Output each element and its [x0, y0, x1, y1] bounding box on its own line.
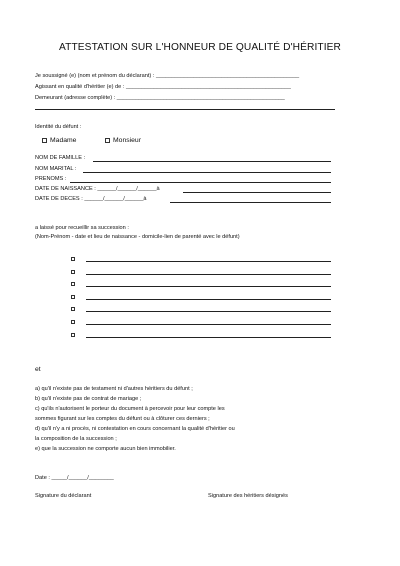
prenoms-field[interactable] — [70, 182, 331, 183]
option-madame-label: Madame — [50, 137, 77, 144]
defunt-heading: Identité du défunt : — [35, 124, 82, 130]
declarant-address-row — [35, 95, 285, 102]
declarant-address-label: Demeurant (adresse complète) : — [35, 95, 116, 101]
declaration-d: d) qu'il n'y a ni procès, ni contestation en cours concernant la qualité d'héritier ou — [35, 426, 235, 432]
date-row — [35, 475, 114, 482]
declaration-a: a) qu'il n'existe pas de testament ni d'autres héritiers du défunt ; — [35, 386, 193, 392]
address-continuation-line[interactable] — [35, 109, 335, 110]
heir-line[interactable] — [86, 274, 331, 275]
prenoms-label: PRENOMS : — [35, 176, 67, 182]
heir-line[interactable] — [86, 286, 331, 287]
declarant-quality-label: Agissant en qualité d'héritier (e) de : — [35, 84, 125, 90]
deces-row — [35, 196, 147, 203]
declaration-d-cont: la composition de la succession ; — [35, 436, 117, 442]
heir-checkbox[interactable] — [71, 270, 75, 274]
declarant-name-label: Je soussigné (e) (nom et prénom du déclarant) : — [35, 73, 155, 79]
heir-checkbox[interactable] — [71, 307, 75, 311]
heir-checkbox[interactable] — [71, 257, 75, 261]
declaration-e: e) que la succession ne comporte aucun bien immobilier. — [35, 446, 176, 452]
succession-line-2: (Nom-Prénom - date et lieu de naissance - domicile-lien de parenté avec le défunt) — [35, 234, 240, 240]
heir-checkbox[interactable] — [71, 295, 75, 299]
deces-lieu-field[interactable] — [170, 202, 331, 203]
monsieur-checkbox[interactable] — [105, 138, 110, 143]
declarant-quality-row — [35, 84, 291, 91]
deces-label: DATE DE DECES : — [35, 196, 83, 202]
date-field[interactable]: _____/______/________ — [51, 475, 114, 481]
declaration-c: c) qu'ils n'autorisent le porteur du document à percevoir pour leur compte les — [35, 406, 225, 412]
naissance-lieu-field[interactable] — [183, 192, 331, 193]
naissance-row — [35, 186, 160, 193]
heir-line[interactable] — [86, 261, 331, 262]
nom-famille-field[interactable] — [93, 161, 331, 162]
declarant-name-field[interactable]: ______________________________________________ — [155, 73, 300, 79]
signature-declarant-label: Signature du déclarant — [35, 493, 92, 499]
heir-line[interactable] — [86, 337, 331, 338]
option-madame[interactable] — [42, 137, 76, 144]
declaration-b: b) qu'il n'existe pas de contrat de mariage ; — [35, 396, 142, 402]
heir-checkbox[interactable] — [71, 333, 75, 337]
option-monsieur[interactable] — [105, 137, 141, 144]
naissance-label: DATE DE NAISSANCE : — [35, 186, 96, 192]
succession-line-1: a laissé pour recueillir sa succession : — [35, 225, 129, 231]
declarant-quality-field[interactable]: _____________________________________________________ — [125, 84, 291, 90]
heir-line[interactable] — [86, 324, 331, 325]
naissance-date-field[interactable]: ______/______/______à — [97, 186, 160, 192]
option-monsieur-label: Monsieur — [113, 137, 141, 144]
et-label: et — [35, 366, 41, 373]
declarant-address-field[interactable]: ______________________________________________________ — [116, 95, 285, 101]
declarant-name-row — [35, 73, 299, 80]
deces-date-field[interactable]: ______/______/______à — [84, 196, 147, 202]
nom-marital-field[interactable] — [83, 172, 331, 173]
date-label: Date : — [35, 475, 50, 481]
madame-checkbox[interactable] — [42, 138, 47, 143]
heir-checkbox[interactable] — [71, 320, 75, 324]
signature-heritiers-label: Signature des héritiers désignés — [208, 493, 288, 499]
document-title: ATTESTATION SUR L'HONNEUR DE QUALITÉ D'HÉRITIER — [59, 42, 341, 53]
heir-line[interactable] — [86, 299, 331, 300]
nom-marital-label: NOM MARITAL : — [35, 166, 77, 172]
heir-line[interactable] — [86, 311, 331, 312]
nom-famille-label: NOM DE FAMILLE : — [35, 155, 86, 161]
declaration-c-cont: sommes figurant sur les comptes du défunt ou à clôturer ces derniers ; — [35, 416, 210, 422]
heir-checkbox[interactable] — [71, 282, 75, 286]
